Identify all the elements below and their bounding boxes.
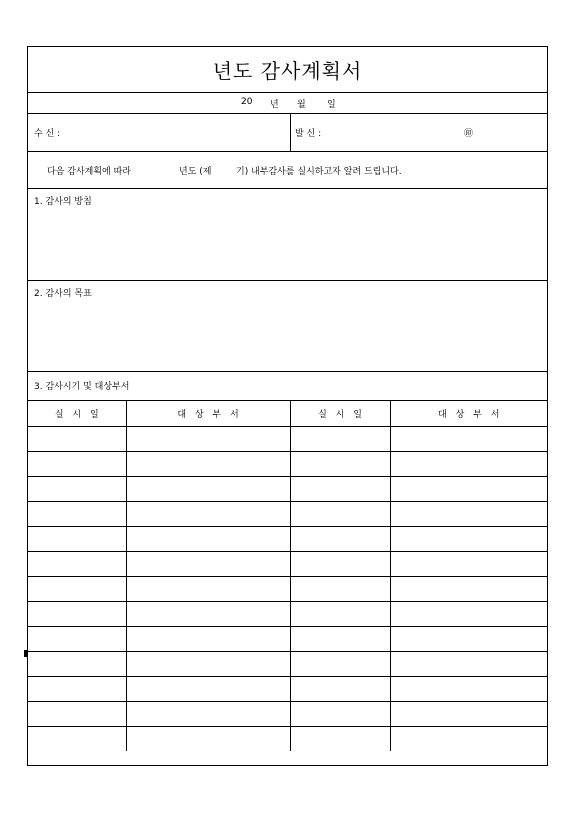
schedule-table-body	[28, 426, 547, 751]
seal-mark: ㊞	[464, 129, 474, 139]
table-cell[interactable]	[290, 601, 390, 626]
table-cell[interactable]	[126, 576, 290, 601]
table-cell[interactable]	[28, 601, 126, 626]
table-cell[interactable]	[290, 576, 390, 601]
table-cell[interactable]	[390, 601, 547, 626]
document-title: 년도 감사계획서	[28, 47, 547, 93]
table-row	[28, 426, 547, 451]
date-year-unit: 년	[270, 100, 279, 110]
date-day-unit: 일	[327, 100, 336, 110]
table-cell[interactable]	[28, 426, 126, 451]
table-cell[interactable]	[390, 526, 547, 551]
table-cell[interactable]	[28, 651, 126, 676]
schedule-table	[28, 401, 547, 751]
table-cell[interactable]	[126, 676, 290, 701]
table-cell[interactable]	[126, 501, 290, 526]
table-cell[interactable]	[28, 551, 126, 576]
table-cell[interactable]	[390, 651, 547, 676]
table-cell[interactable]	[290, 551, 390, 576]
schedule-table-header	[28, 401, 547, 426]
table-cell[interactable]	[390, 476, 547, 501]
date-year-prefix: 20	[241, 97, 253, 107]
table-row	[28, 701, 547, 726]
date-line	[28, 93, 547, 114]
table-cell[interactable]	[390, 551, 547, 576]
table-cell[interactable]	[290, 726, 390, 751]
audit-plan-form	[27, 46, 548, 766]
table-cell[interactable]	[126, 651, 290, 676]
column-divider	[290, 114, 291, 151]
table-cell[interactable]	[290, 676, 390, 701]
table-cell[interactable]	[390, 676, 547, 701]
table-cell[interactable]	[390, 451, 547, 476]
table-cell[interactable]	[126, 426, 290, 451]
intro-part-3: 기) 내부감사를 실시하고자 알려 드립니다.	[236, 167, 402, 177]
table-cell[interactable]	[126, 551, 290, 576]
margin-marker	[24, 650, 27, 657]
table-row	[28, 451, 547, 476]
table-row	[28, 651, 547, 676]
intro-part-2: 년도 (제	[179, 167, 212, 177]
table-cell[interactable]	[28, 626, 126, 651]
table-cell[interactable]	[28, 676, 126, 701]
table-row	[28, 726, 547, 751]
table-cell[interactable]	[390, 701, 547, 726]
table-row	[28, 576, 547, 601]
intro-statement	[28, 152, 547, 189]
table-cell[interactable]	[290, 626, 390, 651]
table-cell[interactable]	[28, 701, 126, 726]
table-row	[28, 551, 547, 576]
table-cell[interactable]	[126, 476, 290, 501]
table-cell[interactable]	[126, 451, 290, 476]
table-cell[interactable]	[126, 526, 290, 551]
table-cell[interactable]	[126, 726, 290, 751]
table-cell[interactable]	[126, 701, 290, 726]
recipient-label: 수 신 :	[34, 129, 61, 139]
recipient-sender-row	[28, 114, 547, 152]
table-cell[interactable]	[126, 601, 290, 626]
date-month-unit: 월	[297, 100, 306, 110]
table-cell[interactable]	[390, 626, 547, 651]
section-audit-policy-label: 1. 감사의 방침	[34, 197, 92, 207]
section-audit-goal-label: 2. 감사의 목표	[34, 289, 92, 299]
section-audit-schedule	[28, 372, 547, 401]
table-cell[interactable]	[28, 726, 126, 751]
table-cell[interactable]	[290, 701, 390, 726]
table-cell[interactable]	[28, 526, 126, 551]
table-cell[interactable]	[290, 426, 390, 451]
table-cell[interactable]	[390, 726, 547, 751]
table-row	[28, 626, 547, 651]
table-cell[interactable]	[290, 476, 390, 501]
table-row	[28, 476, 547, 501]
section-audit-policy	[28, 189, 547, 281]
table-cell[interactable]	[28, 451, 126, 476]
table-cell[interactable]	[390, 426, 547, 451]
table-cell[interactable]	[390, 501, 547, 526]
table-cell[interactable]	[290, 451, 390, 476]
table-row	[28, 526, 547, 551]
table-row	[28, 676, 547, 701]
table-cell[interactable]	[390, 576, 547, 601]
header-execution-date: 실 시 일	[290, 401, 390, 426]
table-cell[interactable]	[290, 501, 390, 526]
sender-label: 발 신 :	[295, 129, 322, 139]
intro-part-1: 다음 감사계획에 따라	[47, 167, 131, 177]
header-target-department: 대 상 부 서	[390, 401, 547, 426]
header-target-department: 대 상 부 서	[126, 401, 290, 426]
header-execution-date: 실 시 일	[28, 401, 126, 426]
table-cell[interactable]	[28, 501, 126, 526]
table-row	[28, 601, 547, 626]
table-cell[interactable]	[28, 576, 126, 601]
table-row	[28, 501, 547, 526]
table-cell[interactable]	[290, 651, 390, 676]
section-audit-goal	[28, 281, 547, 372]
table-cell[interactable]	[28, 476, 126, 501]
table-cell[interactable]	[290, 526, 390, 551]
section-audit-schedule-label: 3. 감사시기 및 대상부서	[34, 382, 130, 392]
table-cell[interactable]	[126, 626, 290, 651]
